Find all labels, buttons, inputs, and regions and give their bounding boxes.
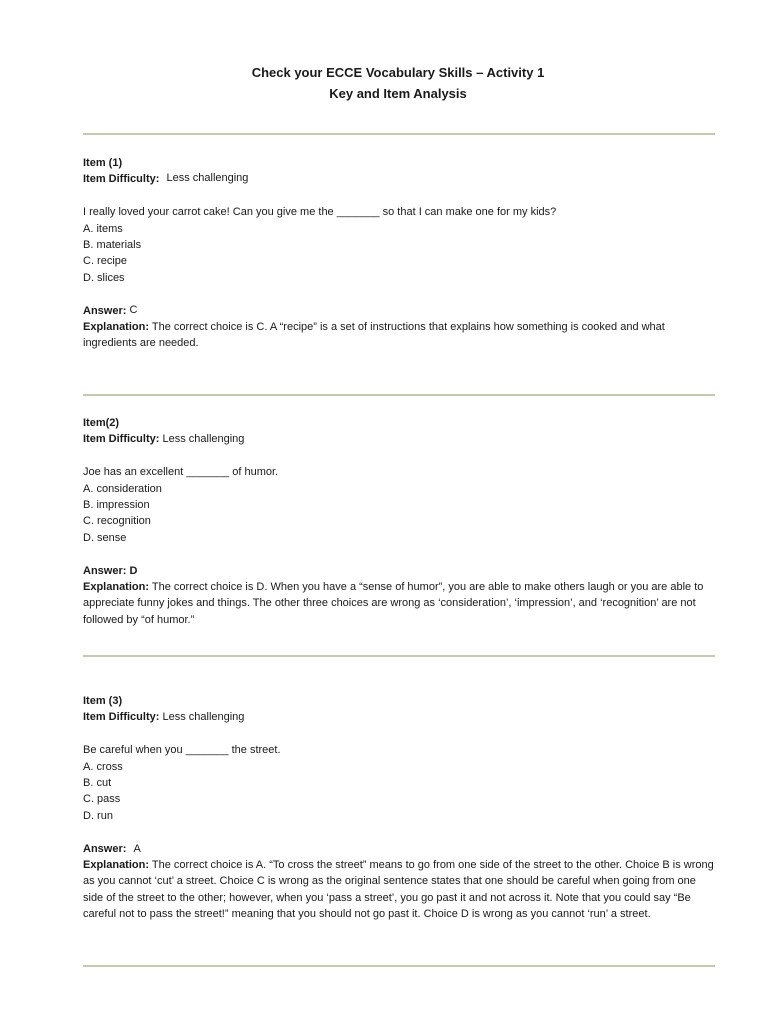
option-b: B. impression xyxy=(83,499,150,512)
explanation-label: Explanation: xyxy=(83,321,150,334)
option-c: C. recipe xyxy=(83,255,128,268)
explanation-text: The correct choice is D. When you have a “sense of humor”, you are able to make others laugh or you are able to appreciate funny jokes and things. The other three choices are wrong as ‘consideration’, ‘impression’, and ‘recognition’ are not followed by “of humor.” xyxy=(83,581,704,626)
divider-rule xyxy=(83,965,715,967)
answer-value: C xyxy=(129,303,138,316)
option-d: D. run xyxy=(83,809,113,822)
difficulty-label: Item Difficulty: xyxy=(83,711,160,724)
explanation-text: The correct choice is A. “To cross the street” means to go from one side of the street to the other. Choice B is wrong as you cannot ‘cut’ a street. Choice C is wrong as the original sentence states that one should be careful when going from one side of the street to the other; however, when you ‘pass a street’, you go past it and not across it. Note that you could say “Be careful not to pass the street!” meaning that you should not go past it. Choice D is wrong as you cannot ‘run’ a street. xyxy=(83,859,714,921)
item-label: Item (1) xyxy=(83,157,123,169)
document-title: Check your ECCE Vocabulary Skills – Activity 1 xyxy=(251,65,545,80)
answer-label: Answer: xyxy=(83,842,127,855)
item-2-block xyxy=(83,415,715,628)
answer-label: Answer: xyxy=(83,304,127,317)
option-c: C. pass xyxy=(83,793,121,806)
item-label: Item (3) xyxy=(83,695,123,707)
option-a: A. cross xyxy=(83,760,123,773)
answer-label: Answer: D xyxy=(83,564,138,577)
difficulty-value: Less challenging xyxy=(162,711,245,724)
explanation-label: Explanation: xyxy=(83,859,150,872)
item-label: Item(2) xyxy=(83,417,120,429)
document-subtitle: Key and Item Analysis xyxy=(329,86,467,101)
divider-rule xyxy=(83,394,715,396)
explanation-label: Explanation: xyxy=(83,581,150,594)
item-3-block xyxy=(83,693,715,923)
item-1-block xyxy=(83,155,715,352)
option-a: A. consideration xyxy=(83,482,162,495)
difficulty-value: Less challenging xyxy=(162,433,245,446)
option-b: B. cut xyxy=(83,777,112,790)
question-text: Be careful when you _______ the street. xyxy=(83,744,281,757)
question-text: Joe has an excellent _______ of humor. xyxy=(83,466,279,479)
divider-rule xyxy=(83,655,715,657)
option-a: A. items xyxy=(83,222,123,235)
option-d: D. slices xyxy=(83,271,125,284)
divider-rule xyxy=(83,133,715,135)
answer-value: A xyxy=(133,842,141,855)
question-text: I really loved your carrot cake! Can you give me the _______ so that I can make one for my kids? xyxy=(83,206,557,219)
option-c: C. recognition xyxy=(83,515,151,528)
difficulty-label: Item Difficulty: xyxy=(83,173,160,186)
option-b: B. materials xyxy=(83,239,142,252)
explanation-text: The correct choice is C. A “recipe” is a set of instructions that explains how something is cooked and what ingredients are needed. xyxy=(83,321,665,350)
option-d: D. sense xyxy=(83,531,127,544)
difficulty-label: Item Difficulty: xyxy=(83,433,160,446)
difficulty-value: Less challenging xyxy=(166,172,249,185)
